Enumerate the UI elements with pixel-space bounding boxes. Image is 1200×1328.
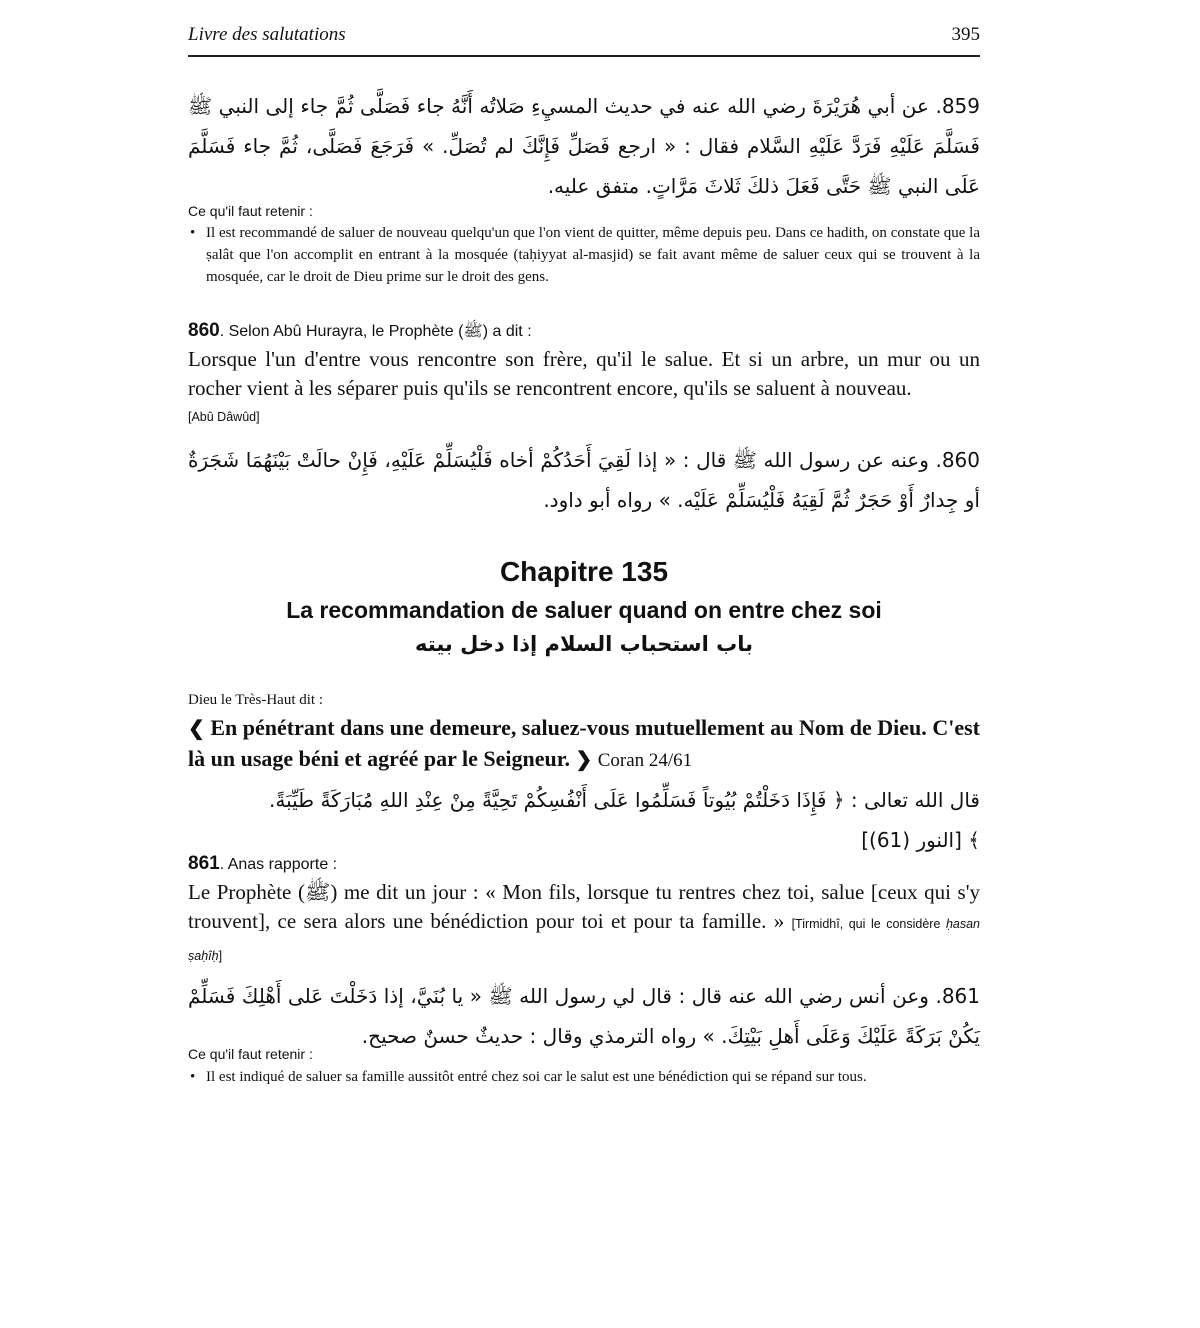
retain-bullet-text: Il est recommandé de saluer de nouveau quelqu'un que l'on vient de quitter, même depuis peu. Dans ce hadith, on constate que la ṣalât que l'on accomplit en entrant à la mosquée (taḥiyyat al-masjid) se fait avant même de saluer ceux qui se trouvent à la mosquée, car le droit de Dieu prime sur le droit des gens. xyxy=(206,225,980,285)
retain-bullet xyxy=(188,222,980,288)
quran-verse xyxy=(188,713,980,775)
chapter-number: Chapitre 135 xyxy=(499,556,669,587)
close-ornament-icon: ❯ xyxy=(575,749,593,771)
retain-heading: Ce qu'il faut retenir : xyxy=(188,1046,313,1062)
bullet-icon: • xyxy=(190,1069,196,1085)
hadith-intro: . Selon Abû Hurayra, le Prophète (ﷺ) a dit : xyxy=(219,323,532,340)
hadith-861-heading xyxy=(188,853,337,875)
bullet-icon: • xyxy=(190,225,196,241)
running-header xyxy=(188,24,980,54)
hadith-861-body: Le Prophète (ﷺ) me dit un jour : « Mon fils, lorsque tu rentres chez toi, salue [ceux qui s'y trouvent], ce sera alors une bénédiction pour toi et pour ta famille. » xyxy=(188,880,980,933)
hadith-860-text: Lorsque l'un d'entre vous rencontre son frère, qu'il le salue. Et si un arbre, un mur ou un rocher vient à les séparer puis qu'ils se rencontrent encore, qu'ils se saluent à nouveau. xyxy=(188,347,980,400)
running-title: Livre des salutations xyxy=(188,24,346,45)
source-prefix: [Tirmidhî, qui le considère xyxy=(791,917,946,931)
chapter-title: La recommandation de saluer quand on entre chez soi xyxy=(286,597,882,623)
open-ornament-icon: ❮ xyxy=(188,718,205,740)
hadith-861-arabic: 861. وعن أنس رضي الله عنه قال : قال لي رسول الله ﷺ « يا بُنَيَّ، إذا دَخَلْتَ عَلى أَهْلِكَ فَسَلِّمْ يَكُنْ بَرَكَةً عَلَيْكَ وَعَلَى أَهلِ بَيْتِكَ. » رواه الترمذي وقال : حديثٌ حسنٌ صحيح. xyxy=(188,984,980,1048)
quran-arabic: قال الله تعالى : ﴿ فَإِذَا دَخَلْتُمْ بُيُوتاً فَسَلِّمُوا عَلَى أَنْفُسِكُمْ تَحِيَّةً مِنْ عِنْدِ اللهِ مُبَارَكَةً طَيِّبَةً. ﴾ [النور (61)] xyxy=(269,788,980,852)
hadith-860-arabic: 860. وعنه عن رسول الله ﷺ قال : « إذا لَقِيَ أَحَدُكُمْ أخاه فَلْيُسَلِّمْ عَلَيْهِ، فَإِنْ حالَتْ بَيْنَهُمَا شَجَرَةٌ أو جِدارٌ أَوْ حَجَرٌ ثُمَّ لَقِيَهُ فَلْيُسَلِّمْ عَلَيْه. » رواه أبو داود. xyxy=(188,448,980,512)
hadith-860-heading xyxy=(188,320,532,344)
quran-reference: Coran 24/61 xyxy=(597,750,693,771)
source-suffix: ] xyxy=(218,949,223,963)
hadith-intro: . Anas rapporte : xyxy=(219,856,338,873)
retain-list xyxy=(188,222,980,288)
hadith-860-source: [Abû Dâwûd] xyxy=(188,410,260,424)
retain-bullet-text: Il est indiqué de saluer sa famille aussitôt entré chez soi car le salut est une bénédiction qui se répand sur tous. xyxy=(206,1069,867,1085)
hadith-number: 860 xyxy=(188,320,220,341)
retain-bullet xyxy=(188,1066,980,1088)
retain-list xyxy=(188,1066,980,1088)
hadith-861-text xyxy=(188,878,980,971)
chapter-arabic-title: باب استحباب السلام إذا دخل بيته xyxy=(415,632,753,656)
quran-verse-text: En pénétrant dans une demeure, saluez-vous mutuellement au Nom de Dieu. C'est là un usage béni et agréé par le Seigneur. xyxy=(188,715,980,771)
hadith-number: 861 xyxy=(188,853,220,874)
hadith-859-arabic: 859. عن أبي هُرَيْرَةَ رضي الله عنه في حديث المسيِءِ صَلاتُه أَنَّهُ جاء فَصَلَّى ثُمَّ جاء إلى النبي ﷺ فَسَلَّمَ عَلَيْهِ فَرَدَّ عَلَيْهِ السَّلام فقال : « ارجع فَصَلِّ فَإِنَّكَ لم تُصَلِّ. » فَرَجَعَ فَصَلَّى، ثُمَّ جاء فَسَلَّمَ عَلَى النبي ﷺ حَتَّى فَعَلَ ذلكَ ثَلاثَ مَرَّاتٍ. متفق عليه. xyxy=(188,94,980,198)
quran-intro: Dieu le Très-Haut dit : xyxy=(188,692,323,708)
retain-heading: Ce qu'il faut retenir : xyxy=(188,203,313,219)
header-rule xyxy=(188,55,980,57)
source-grade: ḥasan ṣaḥîḥ xyxy=(188,917,981,963)
page-number: 395 xyxy=(951,24,980,45)
